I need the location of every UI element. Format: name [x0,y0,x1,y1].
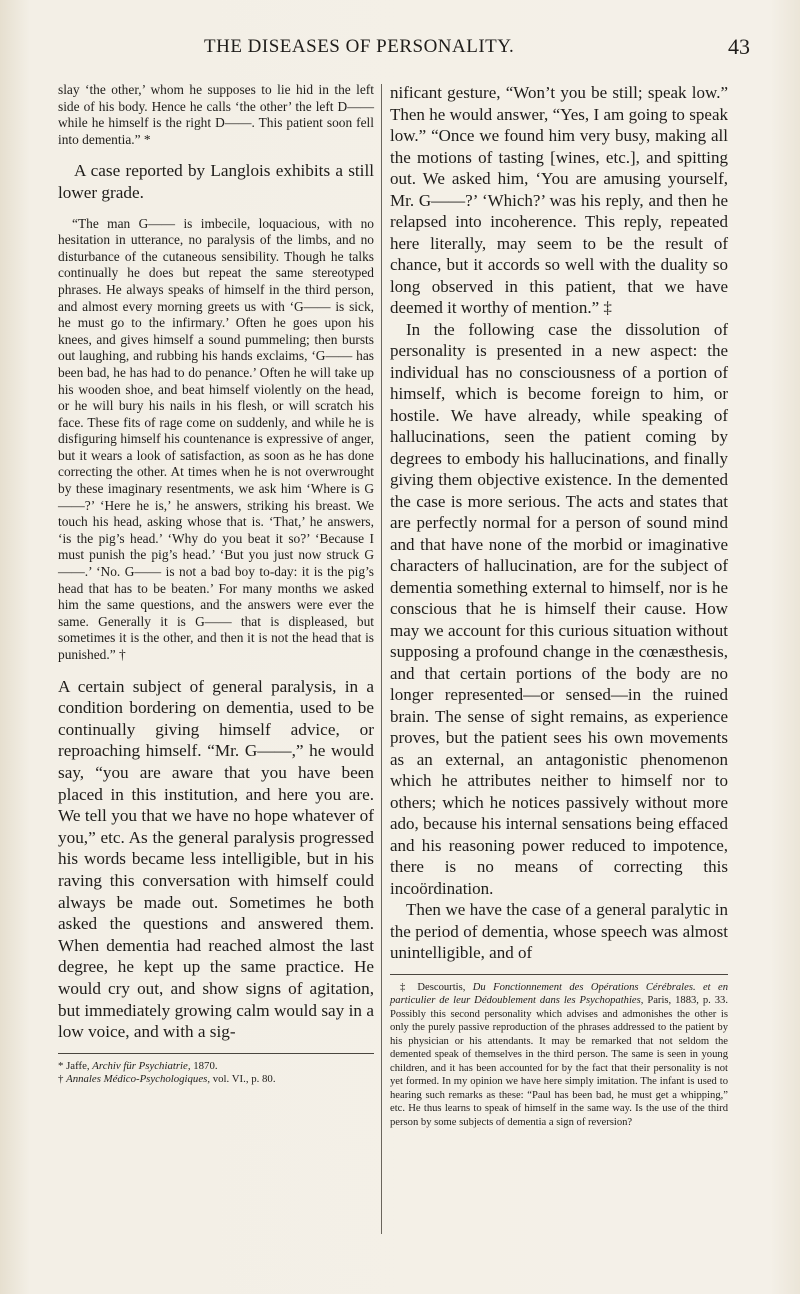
right-footnote-mark: ‡ Descourtis, [400,981,466,993]
left-footnote-2 [58,1073,374,1087]
left-paragraph-3: “The man G—— is imbecile, loquacious, with no hesitation in utterance, no paralysis of the limbs, and no disturbance of the cutaneous sensibility. Though he talks continually he does but repeat the same stereotyped phrases. He always speaks of himself in the third person, and almost every morning greets us with ‘G—— is sick, he must go to the infirmary.’ Often he goes upon his knees, and gives himself a sound pummeling; then bursts out laughing, and rubbing his hands exclaims, ‘G—— has been bad, he has had to do penance.’ Often he will take up his wooden shoe, and beat himself violently on the head, or he will bury his nails in his flesh, or will scratch his face. These fits of rage come on suddenly, and while he is disfiguring himself his countenance is expressive of anger, but it wears a look of satisfaction, as soon as he has done correcting the other. At times when he is not overwrought by these imaginary resentments, we ask him ‘Where is G——?’ ‘Here he is,’ he answers, striking his breast. We touch his head, asking whose that is. ‘That,’ he answers, ‘is the pig’s head.’ ‘Why do you beat it so?’ ‘Because I must punish the pig’s head.’ ‘But you just now struck G——.’ ‘No. G—— is not a bad boy to-day: it is the pig’s head that has to be beaten.’ For many months we asked him the same questions, and the answers were ever the same. Generally it is G—— that is displeased, but sometimes it is the other, and then it is not the head that is punished.” † [58,215,374,662]
left-footnote-2-title: Annales Médico-Psychologiques, [66,1073,211,1086]
left-paragraph-1: slay ‘the other,’ whom he supposes to lie hid in the left side of his body. Hence he calls ‘the other’ the left D—— while he himself is the right D——. This patient soon fell into dementia.” * [58,82,374,147]
left-paragraph-2: A case reported by Langlois exhibits a still lower grade. [58,161,374,202]
left-paragraph-4: A certain subject of general paralysis, in a condition bordering on dementia, used to be continually giving himself advice, or reproaching himself. “Mr. G——,” he would say, “you are aware that you have been placed in this institution, and here you are. We tell you that we have no hope whatever of you,” etc. As the general paralysis progressed his words became less intelligible, but in his raving this conversation with himself could always be made out. Sometimes he both asked the questions and answered them. When dementia had reached almost the last degree, he kept up the same practice. He would cry out, and show signs of agitation, but immediately growing calm would say in a low voice, and with a sig- [58,676,374,1042]
left-column [58,82,374,1087]
column-divider [381,84,382,1234]
running-head: THE DISEASES OF PERSONALITY. [204,36,515,57]
page-header [60,36,750,66]
right-footnote-rule [390,974,728,975]
right-paragraph-2: In the following case the dissolution of personality is presented in a new aspect: the individual has no consciousness of a portion of himself, which is become foreign to him, or hostile. We have already, while speaking of hallucinations, seen the patient coming by degrees to embody his hallucinations, and finally giving them objective existence. In the demented the case is more serious. The acts and states that are perfectly normal for a person of sound mind and that have none of the morbid or imaginative characters of hallucination, are for the subject of dementia something external to himself, nor is he conscious that he is himself their cause. How may we account for this curious situation without supposing a profound change in the cœnæsthesis, and that certain portions of the body are no longer represented—or sensed—in the ruined brain. The sense of sight remains, as experience proves, but the patient sees his own movements as an external, an antagonistic phenomenon which he attributes neither to himself nor to others; which he notices passively without more ado, because his internal sensations being effaced and his reasoning power reduced to impotence, there is no means of correcting this incoördination. [390,319,728,898]
left-footnote-1-mark: * Jaffe, [58,1059,90,1072]
left-footnote-1-title: Archiv für Psychiatrie, [92,1059,191,1072]
left-footnote-2-rest: vol. VI., p. 80. [212,1073,276,1086]
left-footnote-1 [58,1060,374,1074]
left-footnote-2-mark: † [58,1073,67,1086]
left-footnote-rule [58,1053,374,1054]
right-footnote [390,981,728,1130]
right-paragraph-1: nificant gesture, “Won’t you be still; speak low.” Then he would answer, “Yes, I am going to speak low.” “Once we found him very busy, making all the motions of tasting [wines, etc.], and spitting out. We asked him, ‘You are amusing yourself, Mr. G——?’ ‘Which?’ was his reply, and then he relapsed into incoherence. This reply, repeated here literally, may seem to be the result of chance, but it accords so well with the duality so long observed in this patient, that we have deemed it worthy of mention.” ‡ [390,83,728,317]
right-footnote-title: Du Fonctionnement des Opérations Cérébrales. et en particulier de leur Dédoublement dans les Psychopathies, [390,981,729,1006]
right-paragraph-3: Then we have the case of a general paralytic in the period of dementia, whose speech was almost unintelligible, and of [390,900,728,962]
right-column [390,82,728,1129]
right-footnote-rest: Paris, 1883, p. 33. Possibly this second personality which advises and admonishes the other is only the purely passive reproduction of the phrases addressed to the patient by his physician or his attendants. It may be remarked that not seldom the demented speak of themselves in the third person. The same is seen in young children, and it has been accounted for by the fact that their personality is not yet formed. In my opinion we have here simply imitation. The infant is used to hearing such remarks as these: “Paul has been bad, he must get a whipping,” etc. He thus learns to speak of himself in the same way. Is the use of the third person by some subjects of dementia a sign of reversion? [390,995,728,1128]
page-number: 43 [728,34,750,59]
left-footnote-1-rest: 1870. [193,1059,218,1072]
